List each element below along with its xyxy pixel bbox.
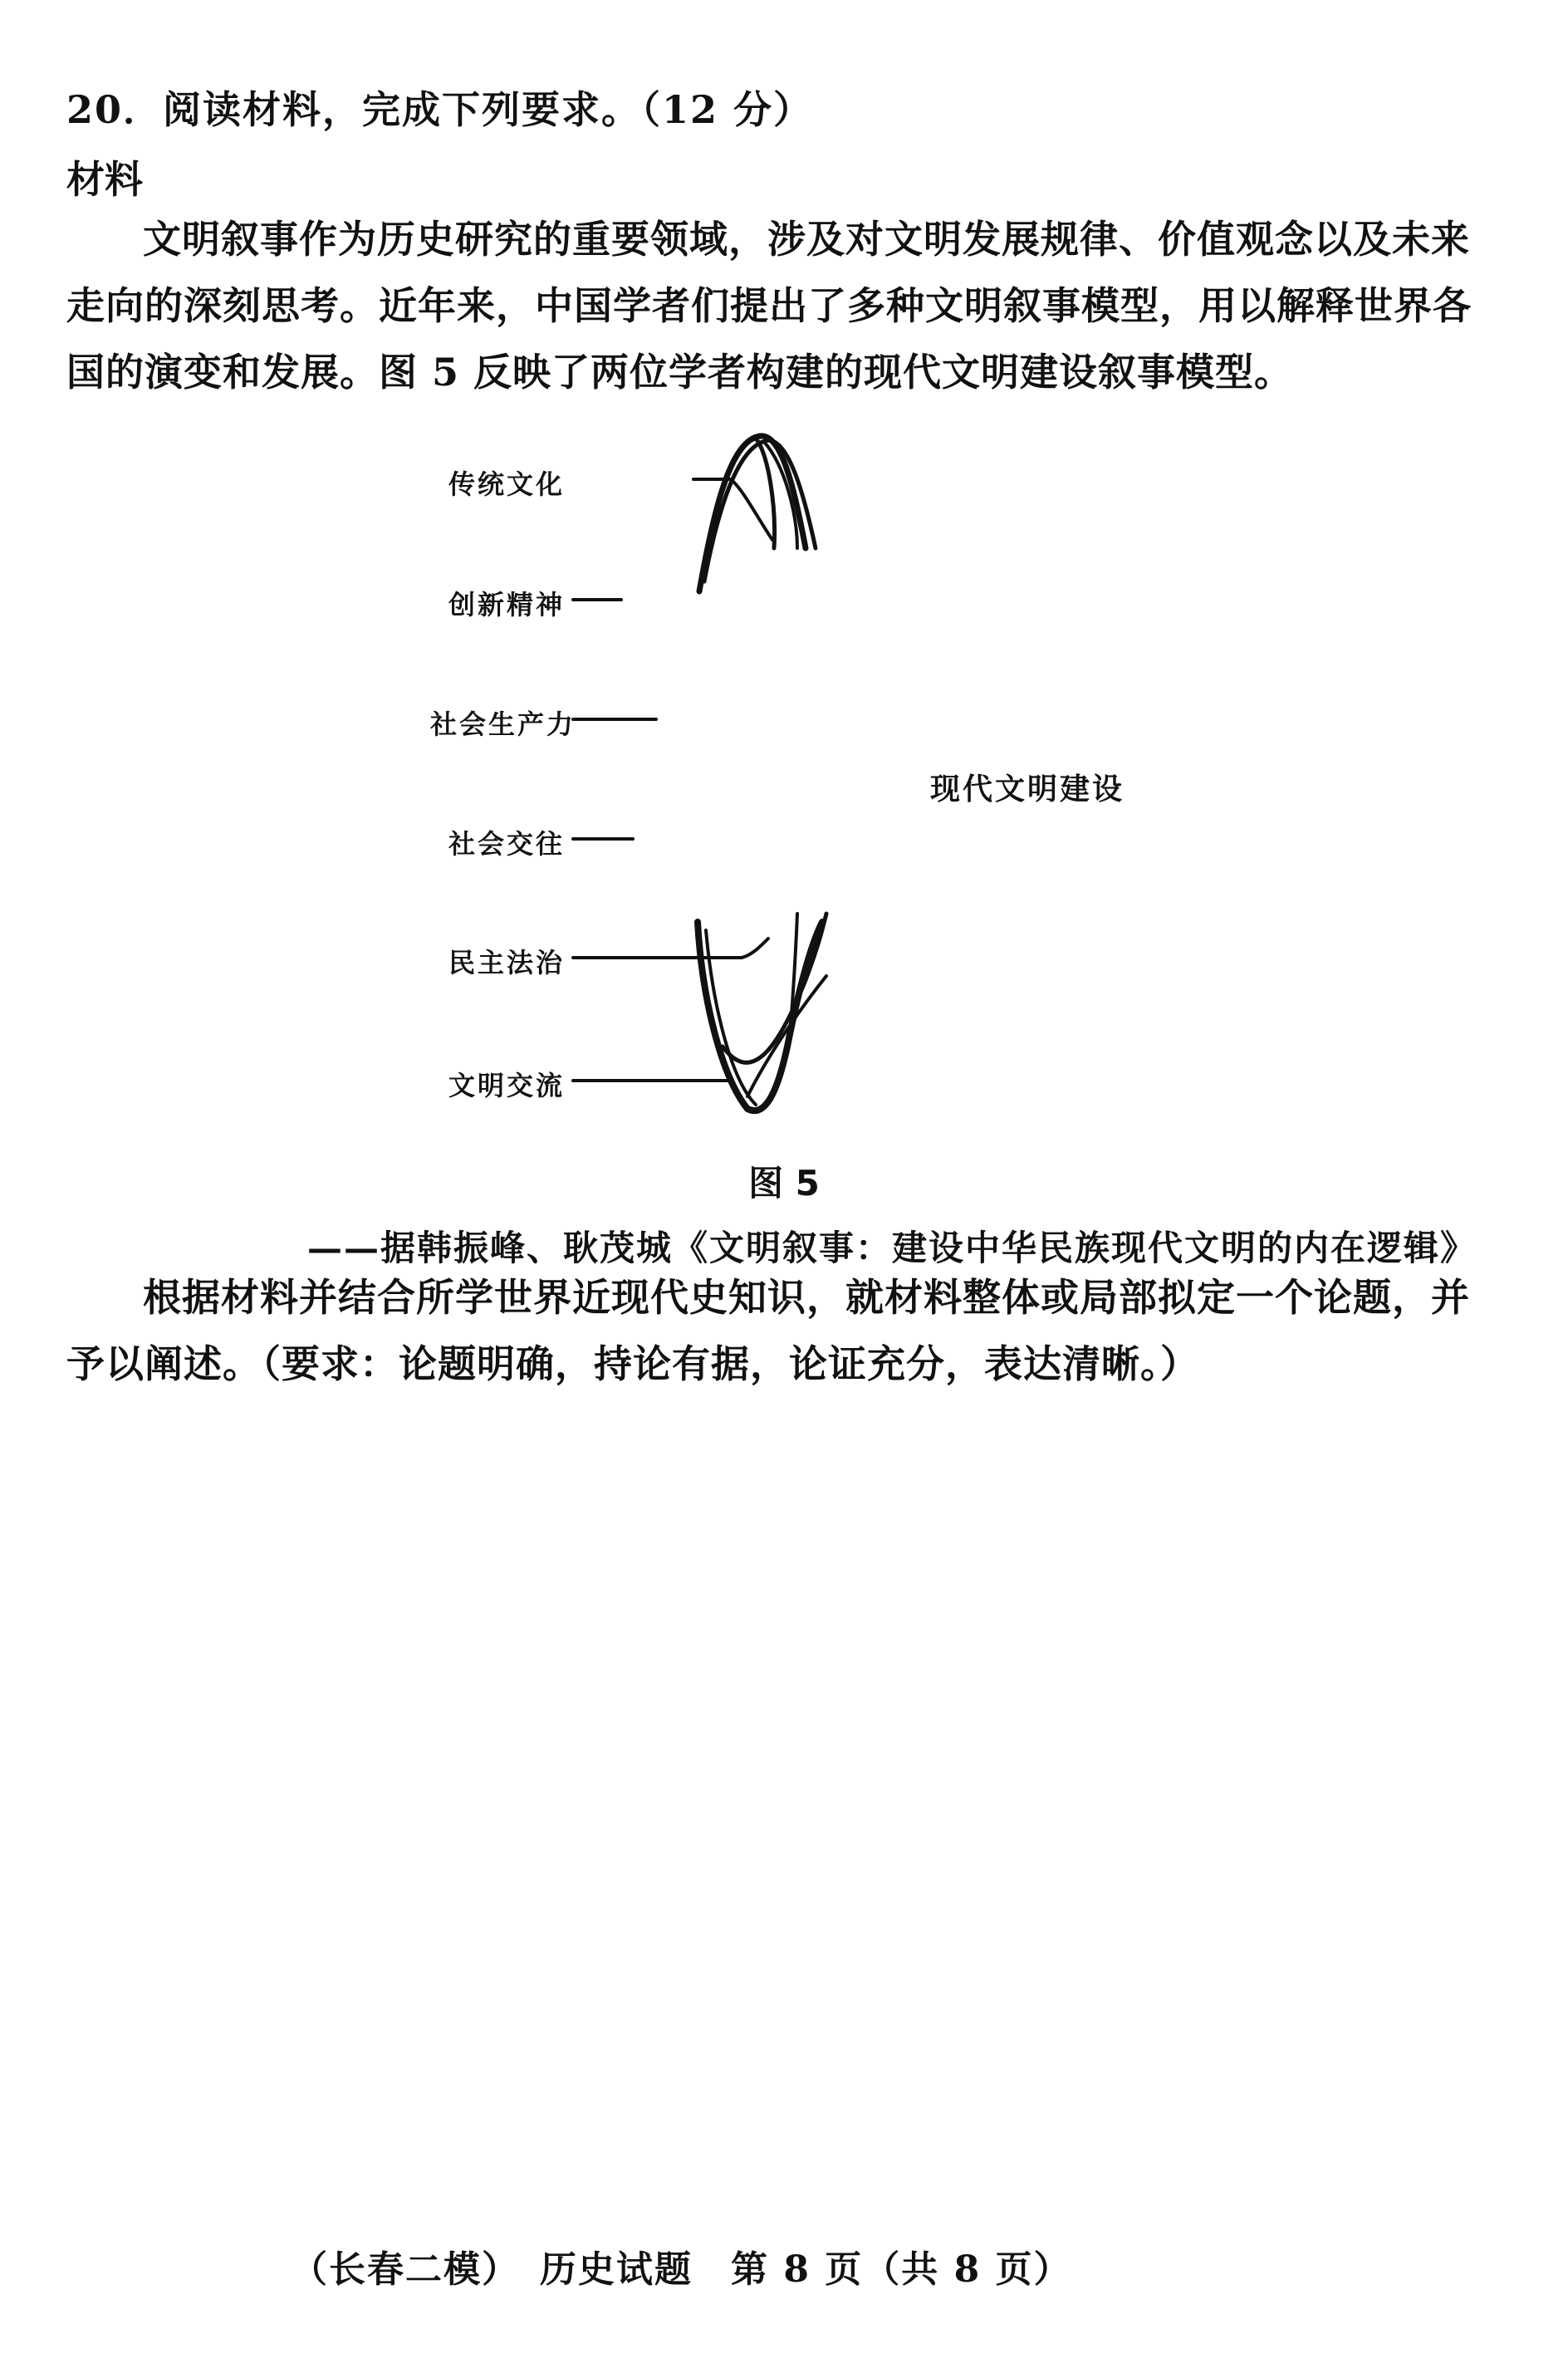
source-citation: ——据韩振峰、耿茂城《文明叙事：建设中华民族现代文明的内在逻辑》 — [307, 1228, 1477, 1268]
diagram-strokes — [0, 415, 1568, 1163]
label-modern-civilization-building: 现代文明建设 — [930, 772, 1125, 806]
figure-caption: 图 5 — [748, 1163, 820, 1204]
material-label: 材料 — [66, 157, 143, 202]
requirement-paragraph: 根据材料并结合所学世界近现代史知识，就材料整体或局部拟定一个论题，并予以阐述。（要求：论题明确，持论有据，论证充分，表达清晰。） — [66, 1275, 1470, 1386]
question-title: 20．阅读材料，完成下列要求。（12 分） — [66, 87, 814, 132]
label-civilization-exchange: 文明交流 — [448, 1070, 566, 1101]
label-innovation-spirit: 创新精神 — [448, 589, 566, 620]
label-social-interaction: 社会交往 — [448, 828, 566, 860]
label-social-productivity: 社会生产力 — [430, 708, 576, 740]
label-traditional-culture: 传统文化 — [448, 468, 566, 500]
material-paragraph: 文明叙事作为历史研究的重要领域，涉及对文明发展规律、价值观念以及未来走向的深刻思考。近年来，中国学者们提出了多种文明叙事模型，用以解释世界各国的演变和发展。图 5 反映了两位学者构建的现代文明建设叙事模型。 — [66, 217, 1472, 395]
label-democracy-rule-of-law: 民主法治 — [448, 947, 566, 978]
page-footer: （长春二模） 历史试题 第 8 页（共 8 页） — [291, 2248, 1072, 2291]
figure-5-diagram — [0, 415, 1568, 1246]
